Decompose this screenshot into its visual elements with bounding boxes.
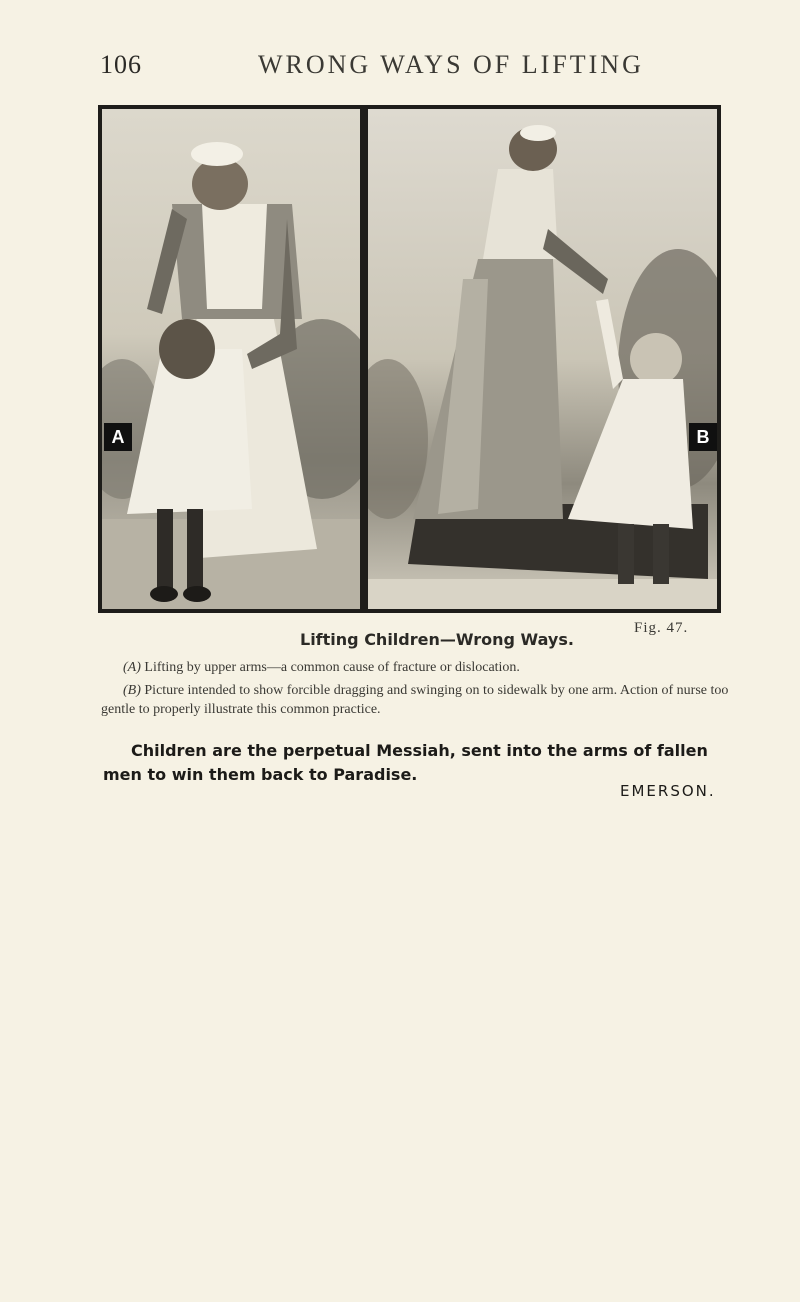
page-number: 106 [100, 50, 142, 79]
epigraph-quote: Children are the perpetual Messiah, sent into the arms of fallen men to win them back to Paradise. [103, 741, 708, 784]
figure-caption: Lifting Children—Wrong Ways. [300, 630, 574, 649]
note-a-text: Lifting by upper arms—a common cause of fracture or dislocation. [140, 660, 520, 675]
note-a [123, 660, 520, 676]
note-b [101, 681, 731, 719]
photo-panel-b [368, 109, 717, 609]
photo-nurse-lifting-by-arms [102, 109, 360, 609]
note-b-text: Picture intended to show forcible dragging and swinging on to sidewalk by one arm. Action of nurse too gentle to properly illustrate this common practice. [101, 683, 729, 717]
note-a-label: (A) [123, 660, 141, 675]
figure-47 [98, 105, 721, 613]
quote-attribution: EMERSON. [620, 782, 716, 800]
running-head: WRONG WAYS OF LIFTING [258, 50, 644, 79]
panel-b-label: B [689, 423, 717, 451]
figure-number: Fig. 47. [634, 620, 689, 636]
note-b-label: (B) [123, 683, 141, 698]
photo-nurse-dragging-by-one-arm [368, 109, 717, 609]
panel-a-label: A [104, 423, 132, 451]
photo-panel-a [102, 109, 360, 609]
